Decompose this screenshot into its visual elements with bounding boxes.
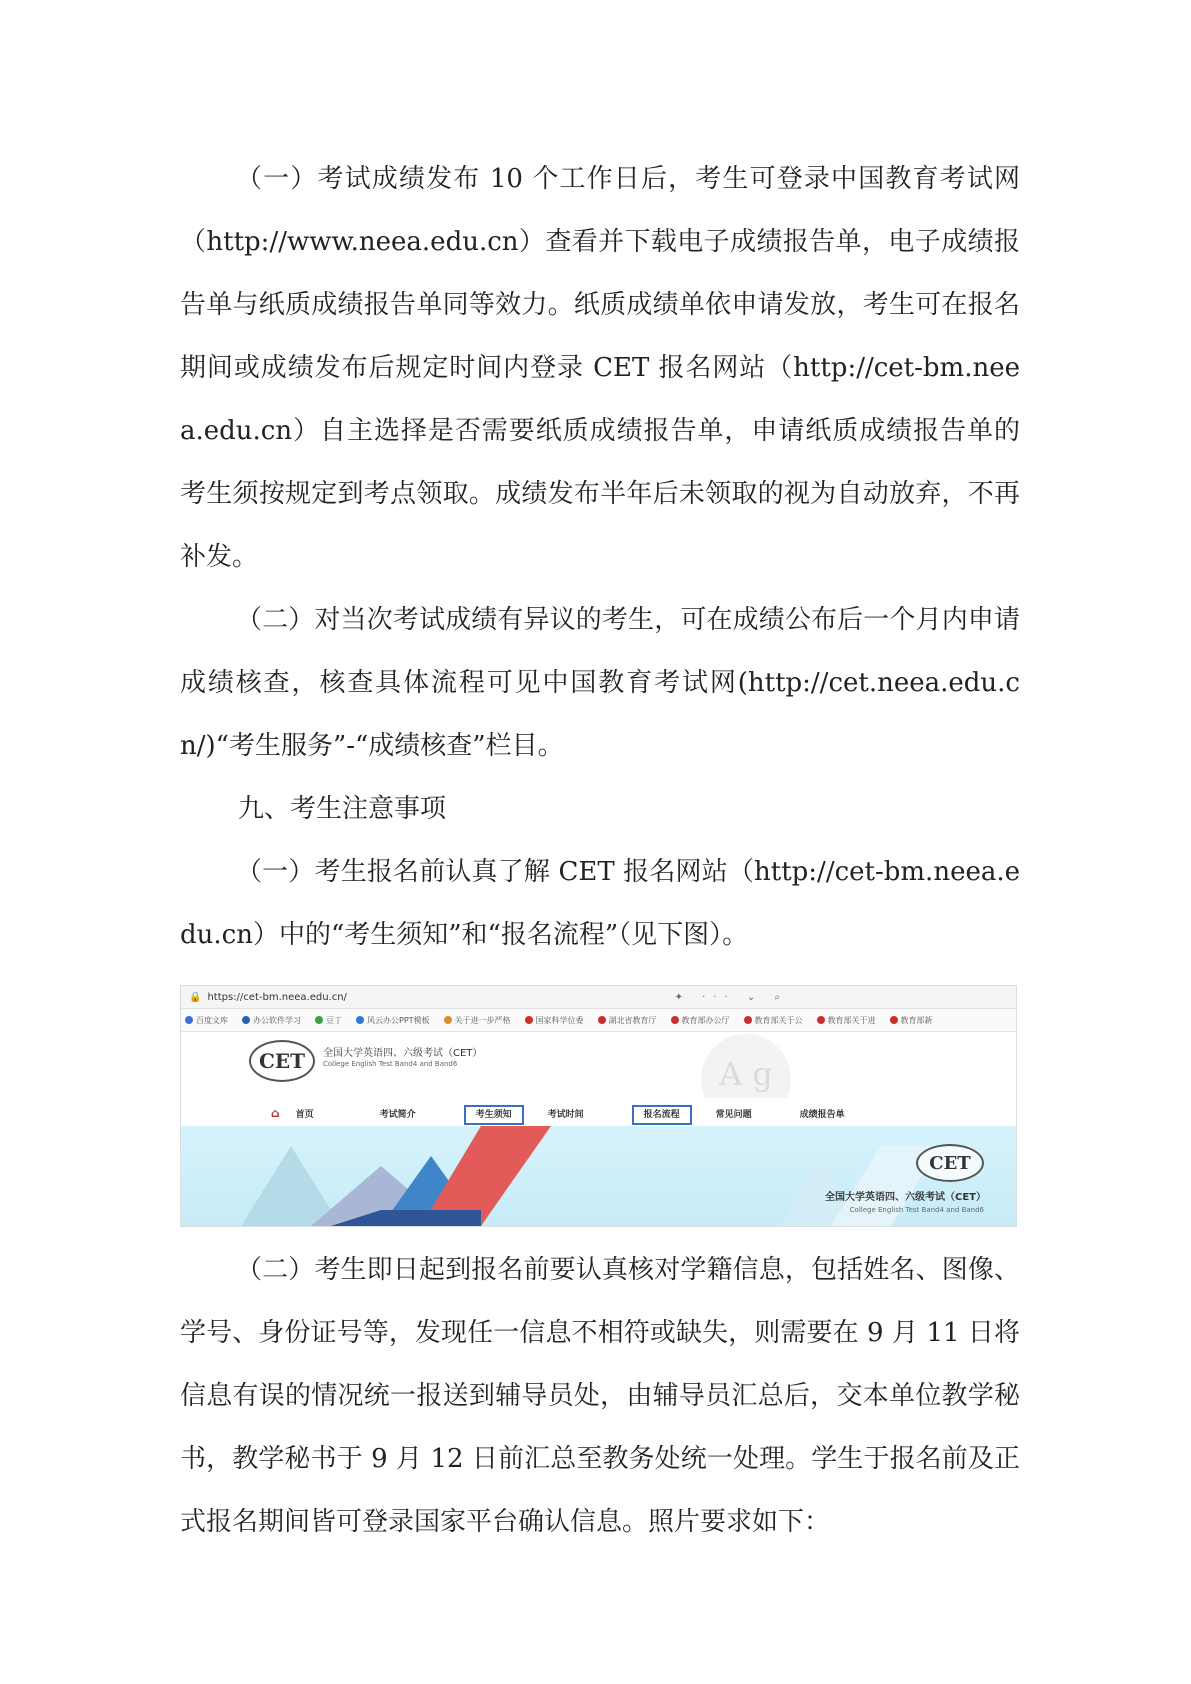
decorative-watermark: A g	[701, 1034, 791, 1124]
site-banner	[181, 1126, 1016, 1226]
bookmark-item: 办公软件学习	[242, 1015, 301, 1026]
section-heading-notes: 九、考生注意事项	[238, 794, 447, 824]
bookmark-item: 教育部关于进	[817, 1015, 876, 1026]
nav-item-intro: 考试简介	[379, 1109, 416, 1120]
paragraph-info-verification: （二）考生即日起到报名前要认真核对学籍信息，包括姓名、图像、学号、身份证号等，发现任一信息不相符或缺失，则需要在 9 月 11 日将信息有误的情况统一报送到辅导员处，由辅导员汇总后，交本单位教学秘书，教学秘书于 9 月 12 日前汇总至教务处统一处理。学生于报名前及正式报名期间皆可登录国家平台确认信息。照片要求如下：	[180, 1255, 1020, 1537]
document-body	[180, 148, 1020, 1554]
banner-title: 全国大学英语四、六级考试（CET）	[825, 1192, 986, 1203]
banner-cet-logo: CET	[916, 1144, 984, 1182]
bookmark-item: 教育部关于公	[744, 1015, 803, 1026]
paragraph-score-review: （二）对当次考试成绩有异议的考生，可在成绩公布后一个月内申请成绩核查，核查具体流程可见中国教育考试网(http://cet.neea.edu.cn/)“考生服务”-“成绩核查”栏目。	[180, 605, 1020, 761]
bookmark-item: 百度文库	[185, 1015, 228, 1026]
nav-item-home: 首页	[295, 1109, 314, 1120]
cet-website-screenshot	[180, 985, 1017, 1227]
nav-item-notice: 考生须知	[464, 1107, 548, 1120]
nav-item-report: 成绩报告单	[799, 1109, 845, 1120]
nav-item-process: 报名流程	[632, 1107, 716, 1120]
bookmark-item: 关于进一步严格	[444, 1015, 511, 1026]
browser-address-bar	[181, 986, 1016, 1009]
bookmarks-bar	[181, 1009, 1016, 1032]
bookmark-item: 湖北省教育厅	[598, 1015, 657, 1026]
bookmark-item: 教育部新	[890, 1015, 933, 1026]
site-title: 全国大学英语四、六级考试（CET）	[323, 1048, 483, 1059]
home-icon: ⌂	[271, 1106, 280, 1120]
banner-subtitle: College English Test Band4 and Band6	[849, 1206, 984, 1214]
paragraph-score-release: （一）考试成绩发布 10 个工作日后，考生可登录中国教育考试网（http://www.neea.edu.cn）查看并下载电子成绩报告单，电子成绩报告单与纸质成绩报告单同等效力。纸质成绩单依申请发放，考生可在报名期间或成绩发布后规定时间内登录 CET 报名网站（http://cet-bm.neea.edu.cn）自主选择是否需要纸质成绩报告单，申请纸质成绩报告单的考生须按规定到考点领取。成绩发布半年后未领取的视为自动放弃，不再补发。	[180, 164, 1020, 572]
browser-tools-icon: ✦ ··· ⌄ ⌕	[674, 991, 788, 1003]
bookmark-item: 教育部办公厅	[671, 1015, 730, 1026]
site-subtitle: College English Test Band4 and Band6	[323, 1060, 458, 1068]
cet-logo: CET	[249, 1040, 315, 1082]
lock-icon: 🔒	[189, 991, 202, 1003]
bookmark-item: 风云办公PPT模板	[356, 1015, 430, 1026]
nav-item-schedule: 考试时间	[547, 1109, 584, 1120]
nav-item-faq: 常见问题	[715, 1109, 752, 1120]
address-url: https://cet-bm.neea.edu.cn/	[207, 991, 347, 1003]
paragraph-registration-info: （一）考生报名前认真了解 CET 报名网站（http://cet-bm.neea.edu.cn）中的“考生须知”和“报名流程”（见下图）。	[180, 857, 1020, 950]
bookmark-item: 国家科学位委	[525, 1015, 584, 1026]
bookmark-item: 豆丁	[315, 1015, 342, 1026]
site-header	[181, 1032, 1016, 1098]
